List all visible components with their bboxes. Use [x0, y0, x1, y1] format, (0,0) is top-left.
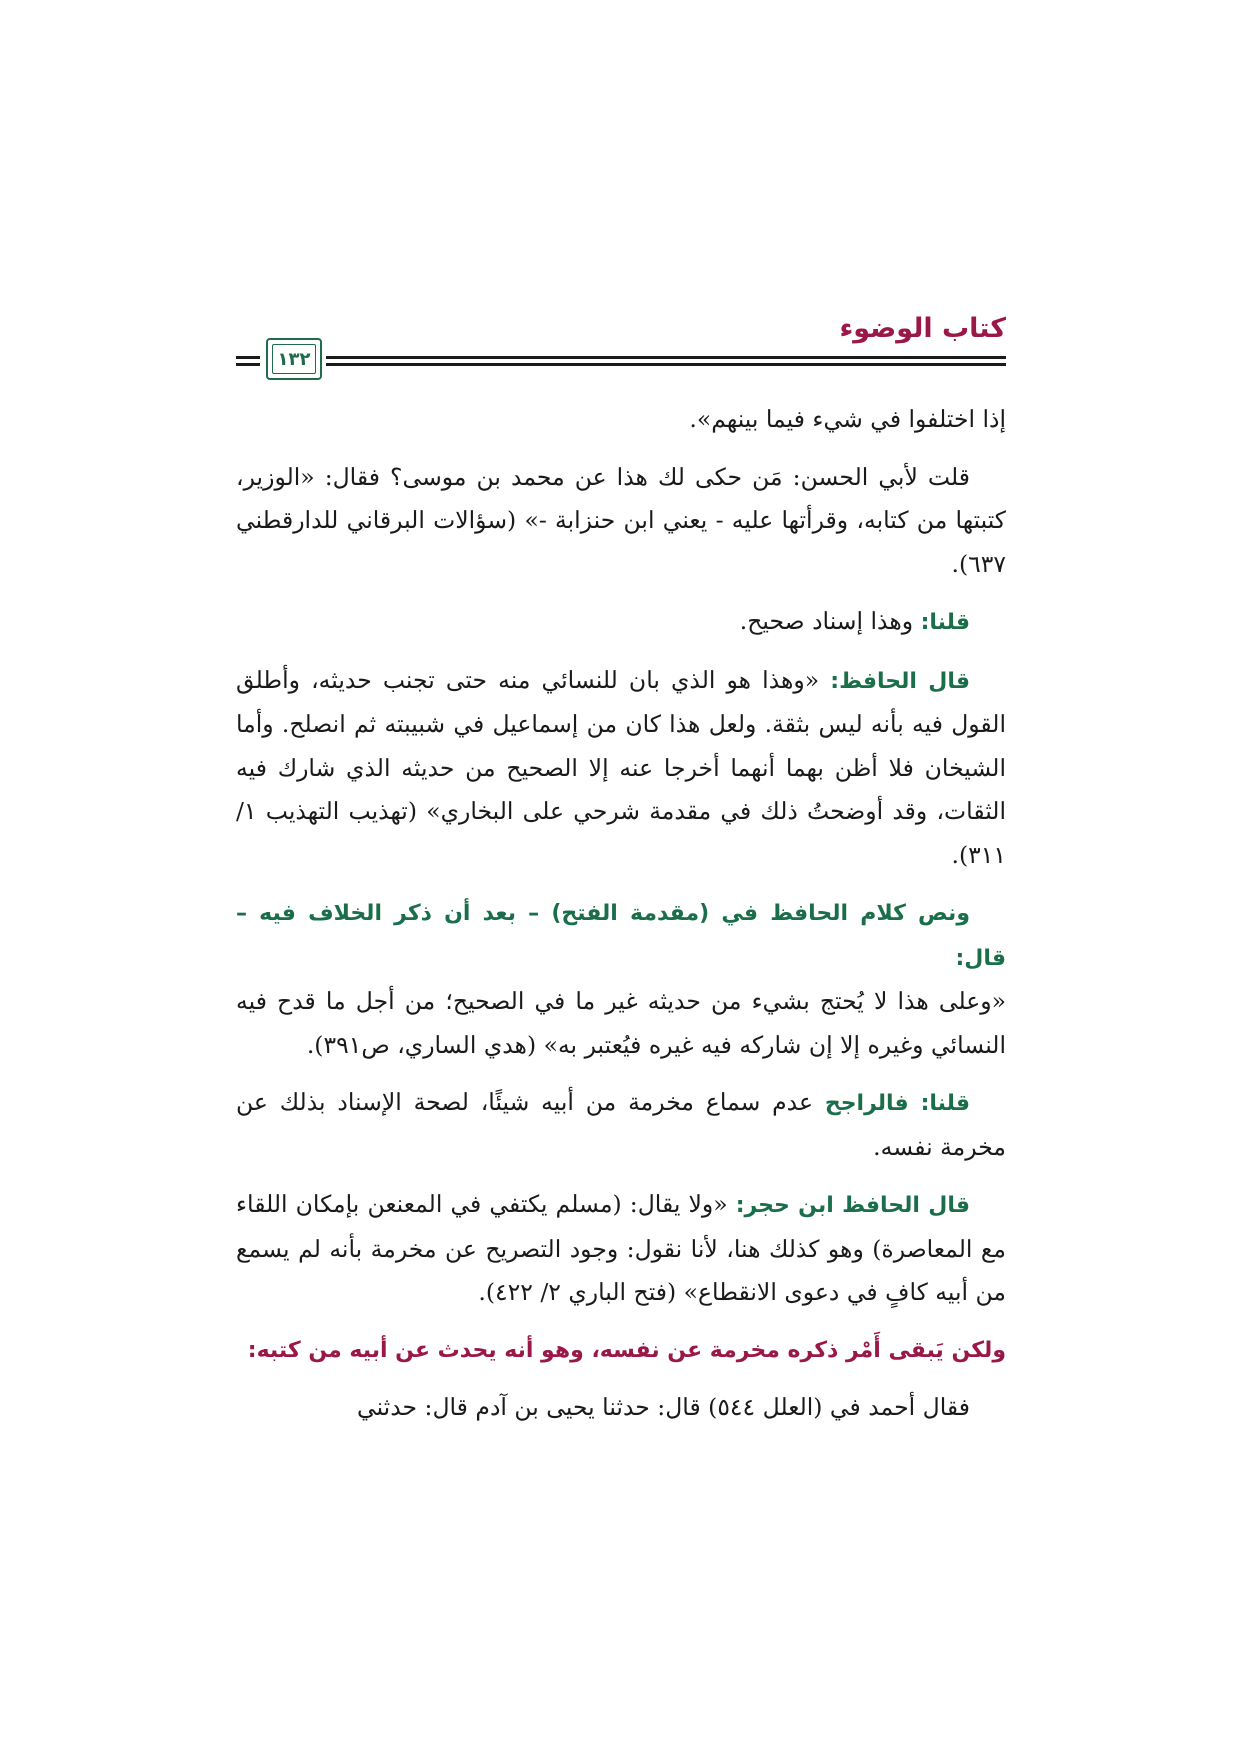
- paragraph-3: [236, 600, 1006, 645]
- heading-lakin-yabqa: ولكن يَبقى أَمْر ذكره مخرمة عن نفسه، وهو أنه يحدث عن أبيه من كتبه:: [247, 1337, 1006, 1363]
- running-header: [236, 312, 1006, 382]
- page-number: ١٣٢: [272, 344, 316, 374]
- paragraph-7-text: «ولا يقال: (مسلم يكتفي في المعنعن بإمكان اللقاء مع المعاصرة) وهو كذلك هنا، لأنا نقول: وجود التصريح عن مخرمة بأنه لم يسمع من أبيه كافٍ في دعوى الانقطاع» (فتح الباري ٢/ ٤٢٢).: [236, 1190, 1006, 1306]
- label-ibn-hajar: قال الحافظ ابن حجر:: [735, 1193, 970, 1218]
- paragraph-2-text: قلت لأبي الحسن: مَن حكى لك هذا عن محمد بن موسى؟ فقال: «الوزير، كتبتها من كتابه، وقرأتها عليه - يعني ابن حنزابة -» (سؤالات البرقاني للدارقطني ٦٣٧).: [236, 462, 1006, 578]
- label-qulna-2: قلنا:: [920, 1091, 970, 1116]
- header-rule-left: [236, 356, 260, 366]
- paragraph-7: [236, 1183, 1006, 1315]
- paragraph-9-text: فقال أحمد في (العلل ٥٤٤) قال: حدثنا يحيى بن آدم قال: حدثني: [356, 1393, 970, 1421]
- paragraph-4: [236, 659, 1006, 878]
- paragraph-9: [236, 1386, 1006, 1430]
- label-qulna: قلنا:: [920, 610, 970, 635]
- paragraph-6-text: عدم سماع مخرمة من أبيه شيئًا، لصحة الإسناد بذلك عن مخرمة نفسه.: [236, 1088, 1006, 1161]
- paragraph-6: [236, 1081, 1006, 1169]
- paragraph-5-text: «وعلى هذا لا يُحتج بشيء من حديثه غير ما في الصحيح؛ من أجل ما قدح فيه النسائي وغيره إلا إن شاركه فيه غيره فيُعتبر به» (هدي الساري، ص٣٩١).: [236, 987, 1006, 1059]
- book-title: كتاب الوضوء: [839, 313, 1006, 344]
- paragraph-1: [236, 398, 1006, 442]
- header-rule: [326, 356, 1006, 366]
- label-al-rajih: فالراجح: [824, 1091, 909, 1116]
- paragraph-4-text: «وهذا هو الذي بان للنسائي منه حتى تجنب حديثه، وأطلق القول فيه بأنه ليس بثقة. ولعل هذا كان من إسماعيل في شبيبته ثم انصلح. وأما الشيخان فلا أظن بهما أنهما أخرجا عنه إلا الصحيح من حديثه الذي شارك فيه الثقات، وقد أوضحتُ ذلك في مقدمة شرحي على البخاري» (تهذيب التهذيب ١/ ٣١١).: [236, 665, 1006, 869]
- paragraph-1-text: إذا اختلفوا في شيء فيما بينهم».: [689, 405, 1006, 433]
- page-number-badge: [266, 338, 322, 380]
- body-text: [236, 398, 1006, 1444]
- label-qal-al-hafiz: قال الحافظ:: [830, 668, 970, 694]
- heading-nass-kalam: ونص كلام الحافظ في (مقدمة الفتح) – بعد أن ذكر الخلاف فيه – قال:: [236, 901, 1006, 971]
- paragraph-3-text: وهذا إسناد صحيح.: [739, 607, 921, 635]
- paragraph-5: [236, 891, 1006, 1067]
- paragraph-2: [236, 456, 1006, 587]
